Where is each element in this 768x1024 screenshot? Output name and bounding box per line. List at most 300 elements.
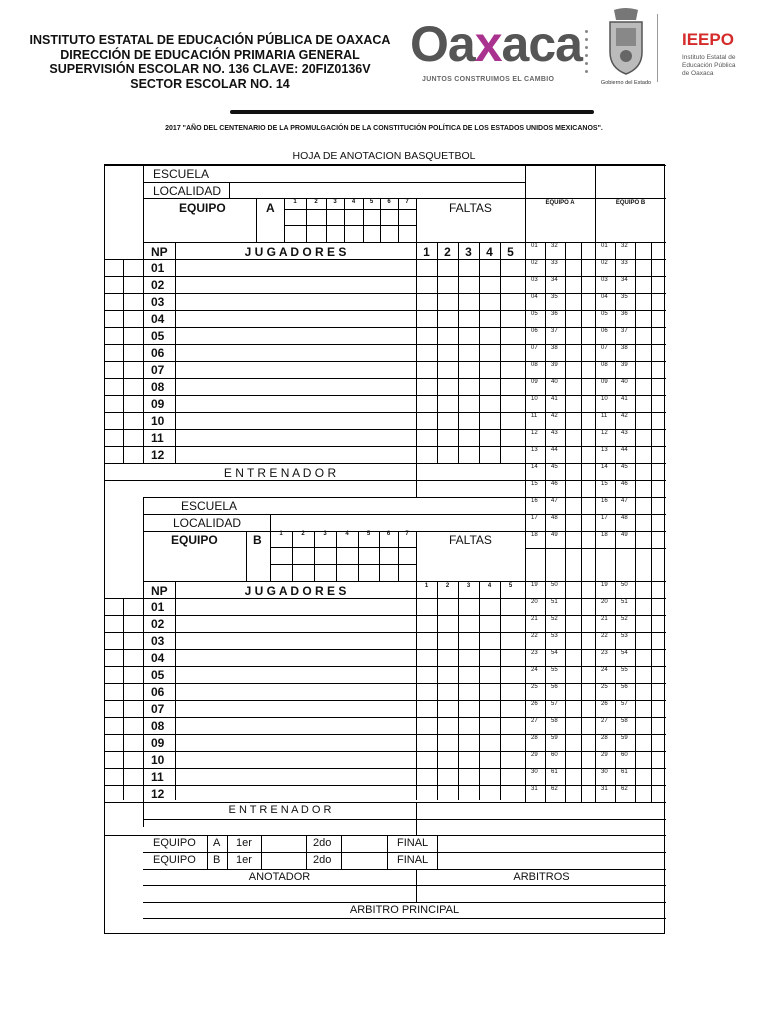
score-cell-a: 48 (551, 515, 558, 521)
np-label-a: NP (151, 245, 168, 259)
score-cell-b: 56 (621, 684, 628, 690)
score-cell-b: 22 (601, 633, 608, 639)
score-cell-b: 24 (601, 667, 608, 673)
grid-line (227, 835, 228, 869)
grid-line (143, 581, 525, 582)
grid-line (525, 259, 666, 260)
player-number: 07 (151, 702, 165, 716)
period-number: 6 (387, 199, 391, 205)
player-name-field[interactable] (176, 413, 415, 429)
final-label-b: FINAL (397, 854, 429, 866)
grid-line (525, 344, 666, 345)
score-cell-b: 17 (601, 515, 608, 521)
foul-number: 3 (466, 583, 471, 589)
score-cell-b: 14 (601, 464, 608, 470)
grid-line (143, 242, 525, 243)
grid-line (143, 918, 666, 919)
score-cell-a: 49 (551, 532, 558, 538)
score-cell-b: 53 (621, 633, 628, 639)
final-label-a: FINAL (397, 837, 429, 849)
period-number: 2 (314, 199, 318, 205)
foul-number: 1 (424, 583, 429, 589)
grid-line (525, 497, 666, 498)
player-number: 05 (151, 329, 165, 343)
score-cell-a: 07 (531, 345, 538, 351)
score-cell-b: 39 (621, 362, 628, 368)
score-cell-a: 45 (551, 464, 558, 470)
grid-line (105, 463, 525, 464)
player-number: 02 (151, 278, 165, 292)
score-cell-a: 16 (531, 498, 538, 504)
grid-line (525, 514, 666, 515)
score-cell-a: 39 (551, 362, 558, 368)
score-cell-b: 62 (621, 786, 628, 792)
score-cell-b: 50 (621, 582, 628, 588)
grid-line (525, 598, 666, 599)
grid-line (651, 242, 652, 802)
foul-number: 2 (444, 245, 451, 259)
period-number: 7 (405, 199, 409, 205)
score-cell-b: 49 (621, 532, 628, 538)
score-cell-b: 35 (621, 294, 628, 300)
grid-line (525, 446, 666, 447)
second-period-label-b: 2do (313, 854, 332, 866)
grid-line (525, 463, 666, 464)
player-number: 10 (151, 753, 165, 767)
score-cell-b: 38 (621, 345, 628, 351)
grid-line (207, 835, 208, 869)
grid-line (635, 242, 636, 802)
grid-line (525, 751, 666, 752)
grid-line (143, 497, 525, 498)
foul-number: 3 (465, 245, 472, 259)
header-divider (657, 14, 658, 82)
grid-line (416, 198, 417, 242)
grid-line (292, 531, 293, 581)
foul-number: 4 (487, 583, 492, 589)
jugadores-header-a: J U G A D O R E S (244, 245, 347, 259)
grid-line (525, 310, 666, 311)
equipo-result-label-a: EQUIPO (153, 837, 196, 849)
oaxaca-logo: Oaxaca JUNTOS CONSTRUIMOS EL CAMBIO (410, 16, 582, 83)
ieepo-subtitle: Instituto Estatal de Educación Pública de Oaxaca (682, 54, 736, 77)
grid-line (615, 242, 616, 802)
player-name-field[interactable] (176, 769, 415, 785)
score-cell-b: 52 (621, 616, 628, 622)
player-number: 01 (151, 261, 165, 275)
score-cell-b: 33 (621, 260, 628, 266)
player-name-field[interactable] (176, 701, 415, 717)
score-cell-a: 12 (531, 430, 538, 436)
score-cell-b: 58 (621, 718, 628, 724)
grid-line (525, 802, 666, 803)
header-line: SUPERVISIÓN ESCOLAR NO. 136 CLAVE: 20FIZ0136V (49, 62, 371, 76)
grid-line (525, 276, 666, 277)
score-cell-b: 43 (621, 430, 628, 436)
player-name-field[interactable] (176, 345, 415, 361)
score-cell-b: 15 (601, 481, 608, 487)
grid-line (105, 802, 525, 803)
player-name-field[interactable] (176, 294, 415, 310)
score-cell-a: 02 (531, 260, 538, 266)
score-cell-b: 51 (621, 599, 628, 605)
score-cell-b: 09 (601, 379, 608, 385)
score-cell-a: 43 (551, 430, 558, 436)
period-number: 1 (293, 199, 297, 205)
grid-line (525, 361, 666, 362)
equipo-label-a: EQUIPO (179, 201, 226, 215)
score-cell-b: 61 (621, 769, 628, 775)
grid-line (123, 598, 124, 800)
score-cell-b: 46 (621, 481, 628, 487)
score-cell-a: 58 (551, 718, 558, 724)
grid-line (416, 531, 417, 581)
equipo-result-label-b: EQUIPO (153, 854, 196, 866)
grid-line (284, 225, 416, 226)
grid-line (284, 209, 416, 210)
localidad-label-a: LOCALIDAD (153, 184, 222, 198)
grid-line (229, 182, 230, 198)
player-name-field[interactable] (176, 447, 415, 463)
grid-line (270, 547, 416, 548)
player-number: 04 (151, 312, 165, 326)
player-number: 02 (151, 617, 165, 631)
grid-line (525, 768, 666, 769)
player-name-field[interactable] (176, 362, 415, 378)
score-cell-b: 60 (621, 752, 628, 758)
grid-line (246, 531, 247, 581)
anotador-label: ANOTADOR (248, 871, 311, 883)
grid-line (525, 165, 526, 802)
grid-line (565, 242, 566, 802)
score-cell-b: 40 (621, 379, 628, 385)
player-name-field[interactable] (176, 277, 415, 293)
score-cell-b: 19 (601, 582, 608, 588)
score-cell-b: 41 (621, 396, 628, 402)
player-name-field[interactable] (176, 260, 415, 276)
grid-line (525, 429, 666, 430)
score-cell-a: 27 (531, 718, 538, 724)
player-number: 11 (151, 770, 164, 784)
score-cell-a: 47 (551, 498, 558, 504)
equipo-b-column-header: EQUIPO B (615, 200, 646, 206)
player-name-field[interactable] (176, 311, 415, 327)
entrenador-label-b: E N T R E N A D O R (228, 804, 332, 816)
score-cell-a: 05 (531, 311, 538, 317)
player-name-field[interactable] (176, 633, 415, 649)
grid-line (525, 198, 666, 199)
team-letter-a: A (266, 201, 275, 215)
grid-line (525, 700, 666, 701)
score-cell-a: 51 (551, 599, 558, 605)
score-cell-b: 27 (601, 718, 608, 724)
grid-line (525, 531, 666, 532)
score-cell-a: 15 (531, 481, 538, 487)
score-cell-a: 50 (551, 582, 558, 588)
player-name-field[interactable] (176, 430, 415, 446)
grid-line (525, 293, 666, 294)
score-cell-a: 52 (551, 616, 558, 622)
seal-caption: Gobierno del Estado (600, 80, 652, 86)
grid-line (105, 835, 666, 836)
player-name-field[interactable] (176, 786, 415, 802)
score-cell-b: 18 (601, 532, 608, 538)
player-number: 05 (151, 668, 165, 682)
header-line: INSTITUTO ESTATAL DE EDUCACIÓN PÚBLICA DE OAXACA (29, 33, 391, 47)
grid-line (336, 531, 337, 581)
player-name-field[interactable] (176, 735, 415, 751)
score-cell-b: 55 (621, 667, 628, 673)
score-cell-a: 33 (551, 260, 558, 266)
header-line: DIRECCIÓN DE EDUCACIÓN PRIMARIA GENERAL (60, 47, 360, 62)
score-cell-a: 35 (551, 294, 558, 300)
grid-line (143, 902, 666, 903)
score-cell-b: 42 (621, 413, 628, 419)
separator-dots (585, 30, 589, 78)
score-cell-b: 10 (601, 396, 608, 402)
grid-line (525, 581, 666, 582)
faltas-label-b: FALTAS (449, 533, 492, 547)
foul-number: 5 (507, 245, 514, 259)
score-cell-a: 44 (551, 447, 558, 453)
grid-line (525, 378, 666, 379)
score-cell-a: 23 (531, 650, 538, 656)
equipo-a-column-header: EQUIPO A (545, 200, 575, 206)
score-cell-a: 26 (531, 701, 538, 707)
score-cell-a: 06 (531, 328, 538, 334)
period-number: 6 (386, 531, 391, 537)
grid-line (143, 182, 525, 183)
player-number: 12 (151, 787, 165, 801)
score-cell-a: 31 (531, 786, 538, 792)
score-cell-b: 25 (601, 684, 608, 690)
player-name-field[interactable] (176, 396, 415, 412)
score-cell-a: 38 (551, 345, 558, 351)
score-cell-b: 47 (621, 498, 628, 504)
player-number: 12 (151, 448, 165, 462)
arbitros-label: ARBITROS (513, 871, 570, 883)
year-motto: 2017 "AÑO DEL CENTENARIO DE LA PROMULGACIÓN DE LA CONSTITUCIÓN POLÍTICA DE LOS ESTADOS UNIDOS MEXICANOS". (165, 125, 603, 132)
score-cell-a: 54 (551, 650, 558, 656)
grid-line (306, 835, 307, 869)
score-cell-a: 36 (551, 311, 558, 317)
equipo-label-b: EQUIPO (171, 533, 218, 547)
player-name-field[interactable] (176, 599, 415, 615)
player-number: 09 (151, 397, 165, 411)
grid-line (398, 531, 399, 581)
foul-number: 1 (423, 245, 430, 259)
first-period-label-b: 1er (236, 854, 252, 866)
grid-line (143, 165, 144, 464)
grid-line (525, 615, 666, 616)
score-cell-a: 29 (531, 752, 538, 758)
score-cell-a: 53 (551, 633, 558, 639)
score-cell-b: 45 (621, 464, 628, 470)
score-cell-b: 13 (601, 447, 608, 453)
grid-line (525, 548, 666, 549)
second-period-label-a: 2do (313, 837, 332, 849)
score-cell-b: 31 (601, 786, 608, 792)
grid-line (261, 835, 262, 869)
score-cell-b: 37 (621, 328, 628, 334)
score-cell-a: 40 (551, 379, 558, 385)
team-letter-b: B (253, 533, 262, 547)
player-number: 08 (151, 380, 165, 394)
header-rule (230, 110, 594, 114)
score-cell-b: 11 (601, 413, 608, 419)
period-number: 7 (405, 531, 409, 537)
score-cell-b: 21 (601, 616, 608, 622)
grid-line (416, 464, 417, 497)
score-cell-b: 07 (601, 345, 608, 351)
result-letter-b: B (213, 854, 221, 866)
score-cell-b: 59 (621, 735, 628, 741)
player-number: 03 (151, 295, 165, 309)
score-cell-a: 55 (551, 667, 558, 673)
score-cell-a: 03 (531, 277, 538, 283)
score-cell-b: 23 (601, 650, 608, 656)
score-cell-a: 13 (531, 447, 538, 453)
entrenador-label-a: E N T R E N A D O R (223, 466, 337, 480)
escuela-label-b: ESCUELA (181, 499, 238, 513)
grid-line (143, 869, 666, 870)
grid-line (525, 683, 666, 684)
grid-line (525, 480, 666, 481)
grid-line (545, 242, 546, 802)
grid-line (437, 835, 438, 869)
grid-line (581, 242, 582, 802)
grid-line (525, 785, 666, 786)
grid-line (358, 531, 359, 581)
score-cell-a: 61 (551, 769, 558, 775)
grid-line (270, 564, 416, 565)
score-cell-a: 21 (531, 616, 538, 622)
player-number: 03 (151, 634, 165, 648)
score-cell-a: 10 (531, 396, 538, 402)
score-cell-a: 37 (551, 328, 558, 334)
state-seal-icon (600, 6, 652, 86)
period-number: 1 (279, 531, 283, 537)
jugadores-header-b: J U G A D O R E S (244, 584, 347, 598)
arbitro-principal-label: ARBITRO PRINCIPAL (349, 904, 460, 916)
grid-line (525, 649, 666, 650)
grid-line (105, 165, 666, 166)
grid-line (595, 165, 596, 802)
grid-line (525, 412, 666, 413)
player-number: 10 (151, 414, 165, 428)
player-number: 04 (151, 651, 165, 665)
score-cell-a: 22 (531, 633, 538, 639)
score-cell-b: 12 (601, 430, 608, 436)
grid-line (105, 480, 525, 481)
player-number: 07 (151, 363, 165, 377)
localidad-label-b: LOCALIDAD (173, 516, 242, 530)
score-cell-a: 01 (531, 243, 538, 249)
grid-line (525, 632, 666, 633)
player-name-field[interactable] (176, 328, 415, 344)
player-name-field[interactable] (176, 667, 415, 683)
score-cell-a: 42 (551, 413, 558, 419)
score-cell-a: 30 (531, 769, 538, 775)
grid-line (143, 514, 525, 515)
score-cell-a: 14 (531, 464, 538, 470)
score-cell-a: 25 (531, 684, 538, 690)
period-number: 5 (366, 531, 371, 537)
grid-line (256, 198, 257, 242)
score-cell-a: 09 (531, 379, 538, 385)
score-cell-b: 44 (621, 447, 628, 453)
score-cell-a: 32 (551, 243, 558, 249)
period-number: 5 (369, 199, 374, 205)
grid-line (525, 395, 666, 396)
player-number: 01 (151, 600, 165, 614)
player-name-field[interactable] (176, 379, 415, 395)
score-cell-b: 54 (621, 650, 628, 656)
player-name-field[interactable] (176, 684, 415, 700)
period-number: 3 (333, 199, 337, 205)
score-cell-b: 20 (601, 599, 608, 605)
foul-number: 4 (486, 245, 493, 259)
grid-line (143, 819, 666, 820)
grid-line (525, 734, 666, 735)
score-cell-a: 41 (551, 396, 558, 402)
grid-line (314, 531, 315, 581)
institution-header (14, 33, 406, 91)
result-letter-a: A (213, 837, 221, 849)
score-cell-a: 57 (551, 701, 558, 707)
score-cell-a: 24 (531, 667, 538, 673)
player-name-field[interactable] (176, 650, 415, 666)
grid-line (525, 327, 666, 328)
period-number: 3 (323, 531, 327, 537)
score-cell-b: 26 (601, 701, 608, 707)
score-cell-a: 46 (551, 481, 558, 487)
score-cell-b: 28 (601, 735, 608, 741)
player-name-field[interactable] (176, 752, 415, 768)
period-number: 4 (345, 531, 349, 537)
player-number: 08 (151, 719, 165, 733)
player-name-field[interactable] (176, 616, 415, 632)
score-cell-a: 60 (551, 752, 558, 758)
grid-line (143, 852, 666, 853)
score-cell-b: 32 (621, 243, 628, 249)
grid-line (525, 242, 666, 243)
first-period-label-a: 1er (236, 837, 252, 849)
player-name-field[interactable] (176, 718, 415, 734)
player-number: 06 (151, 346, 165, 360)
foul-number: 5 (508, 583, 513, 589)
score-cell-a: 56 (551, 684, 558, 690)
score-cell-a: 11 (531, 413, 538, 419)
grid-line (143, 885, 666, 886)
grid-line (387, 835, 388, 869)
period-number: 2 (301, 531, 305, 537)
score-cell-b: 57 (621, 701, 628, 707)
grid-line (341, 835, 342, 869)
logo-tagline: JUNTOS CONSTRUIMOS EL CAMBIO (422, 76, 555, 83)
grid-line (525, 666, 666, 667)
score-cell-a: 08 (531, 362, 538, 368)
escuela-label-a: ESCUELA (153, 167, 210, 181)
score-cell-a: 34 (551, 277, 558, 283)
form-title: HOJA DE ANOTACION BASQUETBOL (292, 150, 476, 162)
score-cell-a: 19 (531, 582, 538, 588)
score-cell-b: 08 (601, 362, 608, 368)
score-cell-a: 28 (531, 735, 538, 741)
score-cell-a: 18 (531, 532, 538, 538)
grid-line (143, 497, 144, 827)
np-label-b: NP (151, 584, 168, 598)
